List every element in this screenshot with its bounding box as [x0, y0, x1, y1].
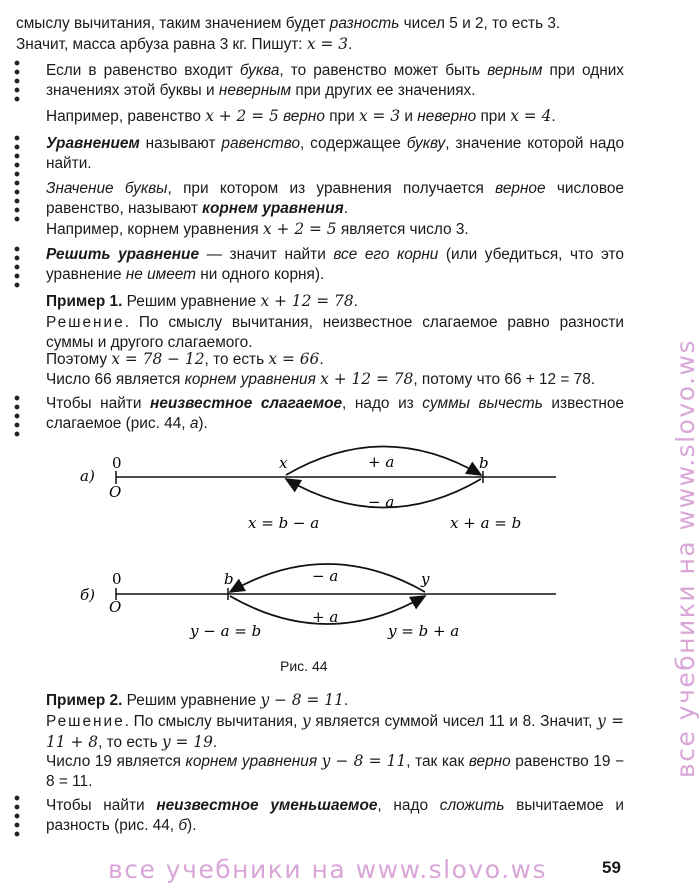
text-run: Значит, масса арбуза равна 3 кг. Пишут: [16, 36, 307, 53]
example-1-check: Число 66 является корнем уравнения x + 12 = 78, потому что 66 + 12 = 78. [46, 370, 596, 388]
origin-label: O [109, 483, 122, 501]
text-run: . [348, 36, 353, 53]
equation-right: y = b + a [388, 622, 460, 640]
rule-unknown-minuend: Чтобы найти неизвестное уменьшаемое, надо сложить вычитаемое и разность (рис. 44, б). [46, 797, 625, 834]
watermark-bottom: все учебники на www.slovo.ws [108, 855, 547, 884]
example-2-check: Число 19 является корнем уравнения y − 8 = 11, так как верно равенство 19 − 8 = 11. [46, 752, 624, 790]
example-1-solution: Решение. По смыслу вычитания, неизвестное слагаемое равно разности суммы и другого слагаемого. [46, 314, 624, 351]
equation-left: y − a = b [190, 622, 262, 640]
figure-caption: Рис. 44 [280, 658, 328, 674]
origin-label: O [109, 598, 122, 616]
point-b-label: b [224, 570, 234, 588]
panel-b-label: б) [80, 586, 96, 604]
example-root: Например, корнем уравнения x + 2 = 5 является число 3. [46, 220, 469, 238]
example-1-heading: Пример 1. Решим уравнение x + 12 = 78. [46, 292, 358, 310]
point-x-label: x [279, 454, 288, 472]
definition-equation: Уравнением называют равенство, содержащее букву, значение которой надо найти. [46, 135, 625, 172]
rule-equality-with-letter: Если в равенство входит буква, то равенство может быть верным при одних значениях этой буквы и неверным при других ее значениях. [46, 62, 625, 99]
example-2-heading: Пример 2. Решим уравнение y − 8 = 11. [46, 691, 349, 709]
text-run: чисел 5 и 2, то есть 3. [399, 15, 561, 32]
example-1-step: Поэтому x = 78 − 12, то есть x = 66. [46, 350, 324, 368]
arc-plus-label: + a [312, 608, 339, 626]
figure-panel-b [80, 564, 556, 640]
point-y-label: y [421, 570, 430, 588]
text-run: смыслу вычитания, таким значением будет [16, 15, 330, 32]
rule-marker-dots [14, 795, 20, 837]
rule-unknown-addend: Чтобы найти неизвестное слагаемое, надо из суммы вычесть известное слагаемое (рис. 44, а). [46, 395, 624, 432]
example-2-solution: Решение. По смыслу вычитания, y является суммой чисел 11 и 8. Значит, y = 11 + 8, то есть y = 19. [46, 712, 624, 751]
equation-left: x = b − a [248, 514, 320, 532]
arc-minus-label: − a [312, 567, 339, 585]
point-b-label: b [479, 454, 489, 472]
figure-panel-a [80, 447, 556, 533]
page-number: 59 [602, 858, 621, 877]
definition-solve: Решить уравнение — значит найти все его корни (или убедиться, что это уравнение не имеет ни одного корня). [46, 246, 624, 283]
italic-term: разность [329, 15, 400, 32]
zero-label: 0 [112, 454, 122, 472]
arc-plus-label: + a [368, 453, 395, 471]
watermark-side: все учебники на www.slovo.ws [671, 339, 700, 778]
panel-a-label: а) [80, 467, 95, 485]
arc-minus-label: − a [368, 493, 395, 511]
example-equality: Например, равенство x + 2 = 5 верно при x = 3 и неверно при x = 4. [46, 107, 556, 125]
zero-label: 0 [112, 570, 122, 588]
math-expression: x = 3 [306, 35, 349, 53]
equation-right: x + a = b [450, 514, 522, 532]
definition-root: Значение буквы, при котором из уравнения получается верное числовое равенство, называют корнем уравнения. [46, 180, 624, 217]
